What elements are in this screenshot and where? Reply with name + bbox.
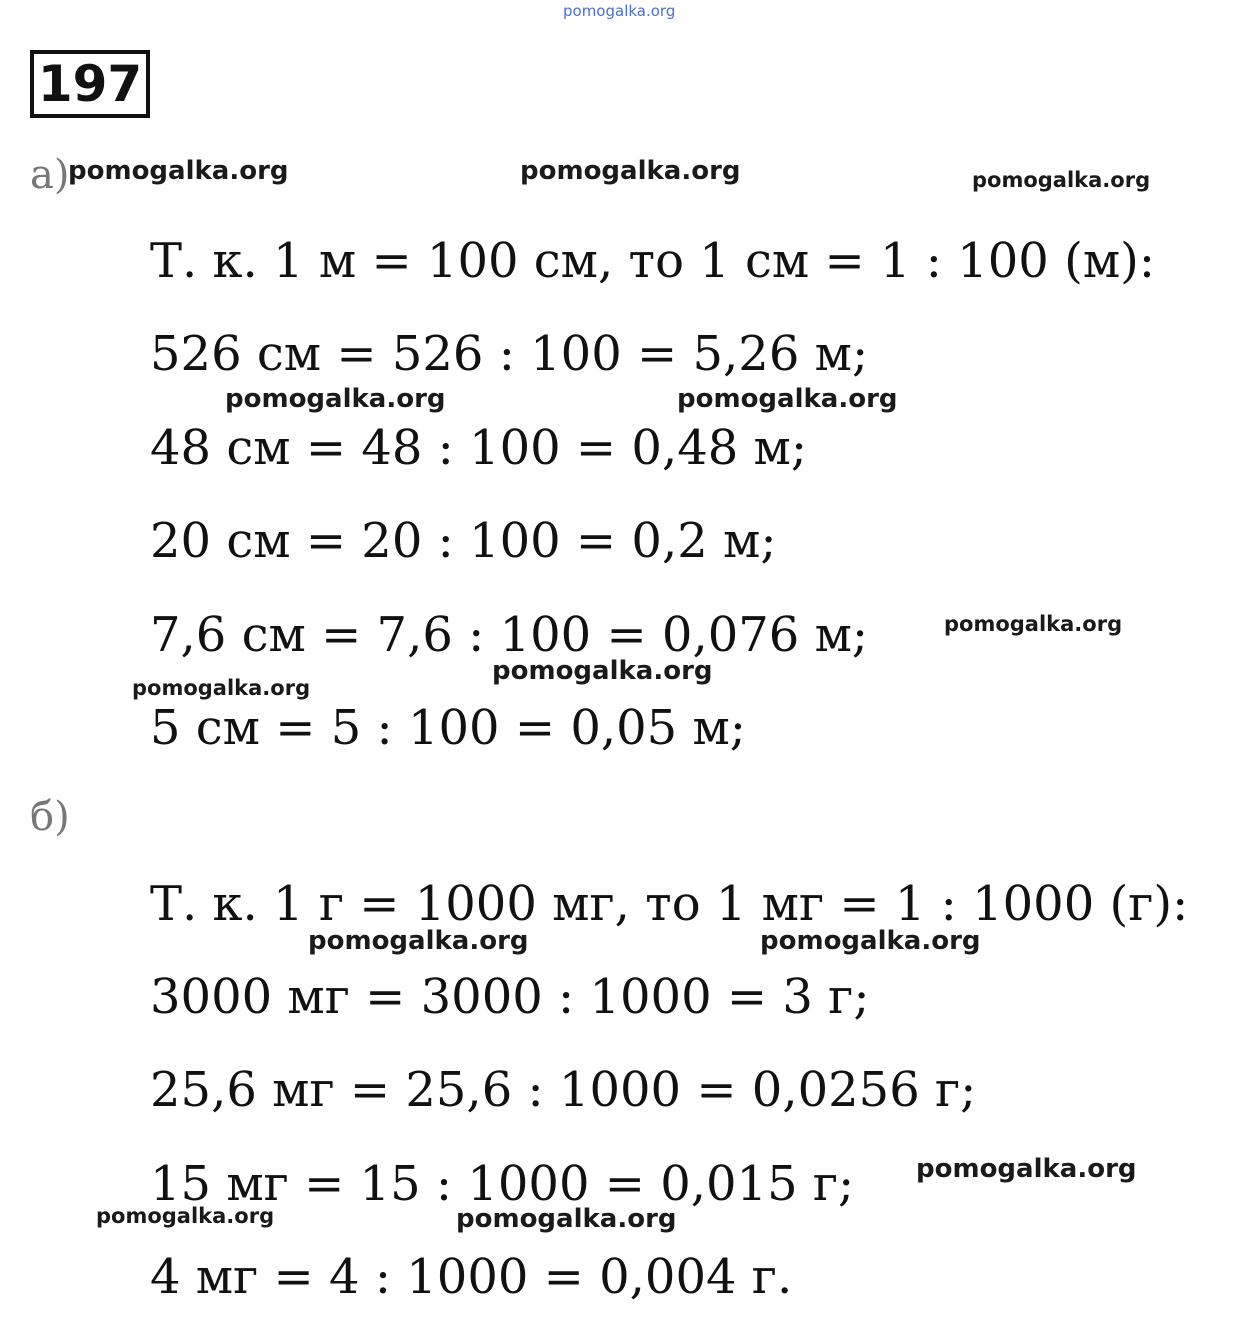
solution-line-a1: Т. к. 1 м = 100 см, то 1 см = 1 : 100 (м):	[150, 233, 1156, 289]
solution-line-a5: 7,6 см = 7,6 : 100 = 0,076 м;	[150, 607, 869, 663]
problem-number	[30, 50, 150, 118]
top-watermark: pomogalka.org	[563, 2, 676, 20]
watermark: pomogalka.org	[225, 384, 446, 414]
solution-line-b3: 25,6 мг = 25,6 : 1000 = 0,0256 г;	[150, 1062, 977, 1118]
solution-line-b4: 15 мг = 15 : 1000 = 0,015 г;	[150, 1156, 855, 1212]
watermark: pomogalka.org	[972, 168, 1151, 192]
solution-line-a6: 5 см = 5 : 100 = 0,05 м;	[150, 700, 746, 756]
watermark: pomogalka.org	[456, 1204, 677, 1234]
watermark: pomogalka.org	[944, 612, 1123, 636]
watermark: pomogalka.org	[132, 676, 311, 700]
watermark: pomogalka.org	[68, 156, 289, 186]
watermark: pomogalka.org	[308, 926, 529, 956]
watermark: pomogalka.org	[492, 656, 713, 686]
solution-line-a3: 48 см = 48 : 100 = 0,48 м;	[150, 420, 808, 476]
solution-line-b1: Т. к. 1 г = 1000 мг, то 1 мг = 1 : 1000 (г):	[150, 876, 1189, 932]
problem-number-text: 197	[37, 55, 143, 113]
part-a-label: а)	[30, 152, 70, 198]
watermark: pomogalka.org	[677, 384, 898, 414]
solution-line-b5: 4 мг = 4 : 1000 = 0,004 г.	[150, 1249, 793, 1305]
solution-line-b2: 3000 мг = 3000 : 1000 = 3 г;	[150, 969, 870, 1025]
solution-line-a4: 20 см = 20 : 100 = 0,2 м;	[150, 513, 777, 569]
watermark: pomogalka.org	[520, 156, 741, 186]
watermark: pomogalka.org	[96, 1204, 275, 1228]
watermark: pomogalka.org	[916, 1154, 1137, 1184]
part-b-label: б)	[30, 794, 70, 840]
solution-line-a2: 526 см = 526 : 100 = 5,26 м;	[150, 326, 869, 382]
watermark: pomogalka.org	[760, 926, 981, 956]
